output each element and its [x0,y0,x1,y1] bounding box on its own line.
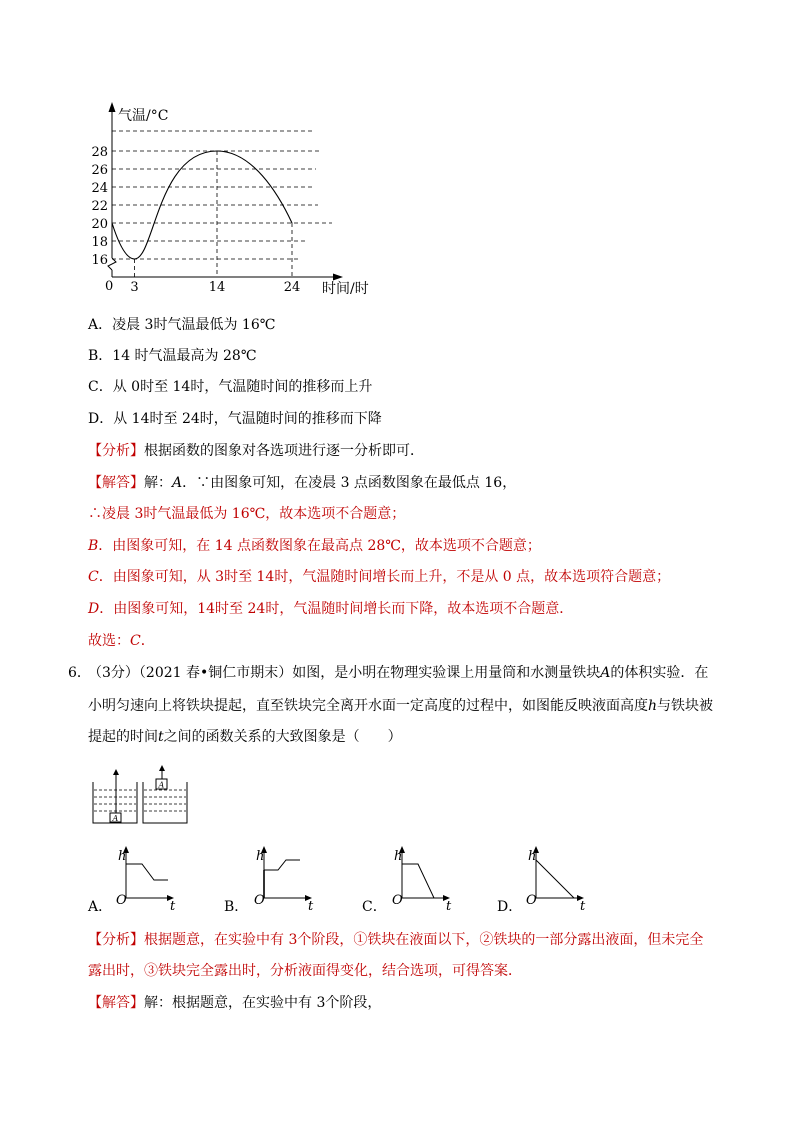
q5-analysis [88,441,424,461]
stem-var-a: A [600,665,611,681]
temperature-curve [112,151,292,259]
answer-lead: 解： [144,475,172,491]
graph-d-h: h [528,849,537,864]
analysis-text: 根据题意，在实验中有 3个阶段，①铁块在液面以下，②铁块的一部分露出液面，但未完全 [144,932,704,948]
q5-option-b: B．14 时气温最高为 28℃ [88,348,257,364]
block-label-2: A [158,780,165,790]
stem-var-t: t [158,729,164,745]
q6-graph-d [522,842,592,912]
y-tick-20: 20 [91,217,108,232]
q6-option-a-label: A． [88,899,113,915]
q5-answer-line1 [88,473,516,493]
y-tick-28: 28 [91,145,108,160]
q6-stem-line2 [88,696,713,716]
chart-tick-labels [91,145,300,295]
answer-a-text: ．∵由图象可知，在凌晨 3 点函数图象在最低点 16， [182,475,517,491]
graph-a-line [126,864,168,880]
axis-break [108,258,116,270]
stem-text-end: 的体积实验．在 [610,665,709,681]
graph-b-t: t [308,899,314,912]
x-tick-24: 24 [283,280,301,295]
graph-c-t: t [446,899,452,912]
graph-b-h: h [256,849,265,864]
stem-text: （3分）（2021 春•铜仁市期末）如图，是小明在物理实验课上用量筒和水测量铁块 [88,665,601,681]
graph-b-line [264,860,300,870]
graph-c-line [402,864,434,898]
answer-c-text: ．由图象可知，从 3时至 14时，气温随时间增长而上升，不是从 0 点，故本选项符合题意； [98,569,671,585]
graph-c-o: O [392,893,403,908]
x-tick-14: 14 [208,280,226,295]
stem-text-end: 之间的函数关系的大致图象是（ ） [163,729,402,745]
q5-option-c: C．从 0时至 14时，气温随时间的推移而上升 [88,379,373,395]
y-axis-label: 气温/°C [118,108,169,124]
answer-d-label: D [88,601,100,617]
q6-option-c-label: C． [362,899,387,915]
temperature-chart [0,0,400,305]
answer-c-label: C [88,569,99,585]
q6-number: 6． [68,665,91,681]
stem-text: 小明匀速向上将铁块提起，直至铁块完全离开水面一定高度的过程中，如图能反映液面高度 [88,698,648,714]
graph-d-o: O [526,893,537,908]
answer-tag: 【解答】 [88,995,144,1011]
y-tick-26: 26 [91,163,108,178]
chart-gridlines [112,131,332,277]
graph-a-o: O [116,893,127,908]
y-tick-24: 24 [91,181,108,196]
x-axis-label: 时间/时 [322,281,369,297]
block-label-1: A [112,814,119,823]
chart-axes [108,102,343,281]
stem-text: 提起的时间 [88,729,158,745]
y-tick-16: 16 [91,253,108,268]
y-tick-22: 22 [91,199,108,214]
q6-stem-line1 [88,663,708,683]
answer-a-label: A [172,475,183,491]
q6-graph-a [112,842,182,912]
origin-label: 0 [105,279,114,294]
y-tick-18: 18 [91,235,108,250]
stem-text-end: 与铁块被 [657,698,714,714]
q5-answer-b [88,536,541,556]
stem-var-h: h [648,698,658,714]
q5-answer-d [88,599,573,619]
q6-option-d-label: D． [497,899,523,915]
graph-d-t: t [580,899,586,912]
graph-a-h: h [118,849,127,864]
analysis-tag: 【分析】 [88,932,144,948]
answer-text: 解：根据题意，在实验中有 3个阶段， [144,995,382,1011]
analysis-text: 根据函数的图象对各选项进行逐一分析即可． [144,443,424,459]
q6-graph-b [250,842,320,912]
choice-prefix: 故选： [88,633,130,649]
choice-value: C [130,633,141,649]
x-axis-arrow [333,274,343,281]
answer-tag: 【解答】 [88,475,144,491]
choice-suffix: ． [140,633,155,649]
graph-b-o: O [254,893,265,908]
y-axis-arrow [109,102,116,112]
answer-d-text: ．由图象可知，14时至 24时，气温随时间增长而下降，故本选项不合题意． [99,601,574,617]
q6-option-b-label: B． [224,899,249,915]
q6-graph-c [388,842,458,912]
answer-b-label: B [88,538,99,554]
graph-a-t: t [170,899,176,912]
beakers-figure [88,765,198,827]
q6-analysis-line2: 露出时，③铁块完全露出时，分析液面得变化，结合选项，可得答案． [88,963,522,979]
graph-d-line [536,860,574,898]
graph-c-h: h [394,849,403,864]
q5-answer-c [88,567,670,587]
x-tick-3: 3 [130,280,139,295]
q6-analysis-line1 [88,930,703,950]
q6-stem-line3 [88,727,402,747]
q5-option-d: D．从 14时至 24时，气温随时间的推移而下降 [88,411,382,427]
analysis-tag: 【分析】 [88,443,144,459]
q5-answer-line2: ∴凌晨 3时气温最低为 16℃，故本选项不合题意； [88,506,406,522]
q6-answer [88,993,381,1013]
answer-b-text: ．由图象可知，在 14 点函数图象在最高点 28℃，故本选项不合题意； [98,538,541,554]
q5-final-choice [88,631,155,651]
q5-option-a: A．凌晨 3时气温最低为 16℃ [88,317,276,333]
